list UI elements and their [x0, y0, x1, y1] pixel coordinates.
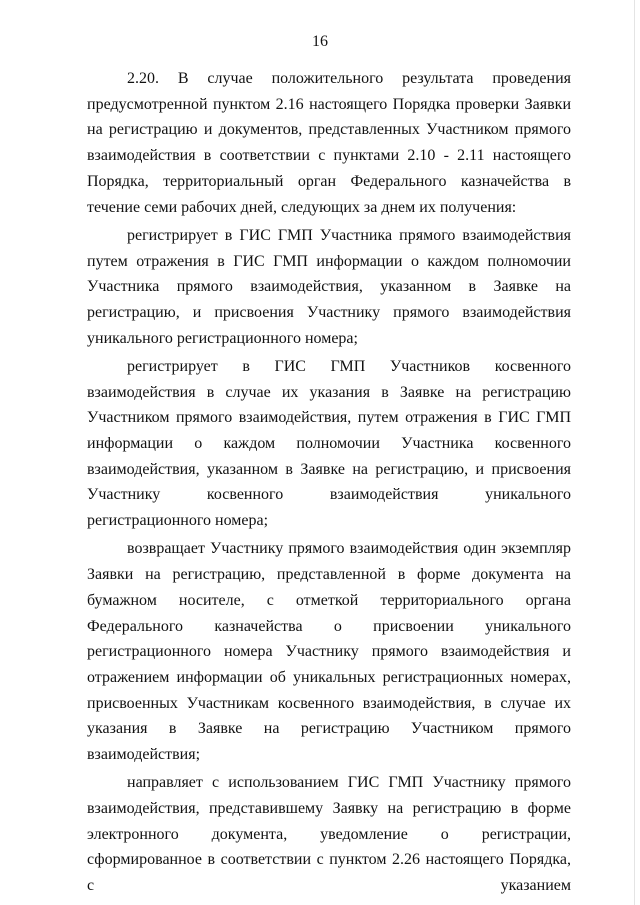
- page-number: 16: [312, 33, 328, 50]
- scan-edge-line: [634, 0, 635, 905]
- paragraph-send-notification: направляет с использованием ГИС ГМП Участнику прямого взаимодействия, представившему Заявку на регистрацию в форме электронного документа, уведомление о регистрации, сформированное в соответствии с пунктом 2.26 настоящего Порядка, с указанием: [87, 774, 571, 895]
- paragraph-return-application-copy: возвращает Участнику прямого взаимодействия один экземпляр Заявки на регистрацию, представленной в форме документа на бумажном носителе, с отметкой территориального органа Федерального казначейства о присвоении уникального регистрационного номера Участнику прямого взаимодействия и отражением информации об уникальных регистрационных номерах, присвоенных Участникам косвенного взаимодействия, в случае их указания в Заявке на регистрацию Участником прямого взаимодействия;: [87, 540, 571, 764]
- paragraph-2-20: 2.20. В случае положительного результата проведения предусмотренной пунктом 2.16 настоящего Порядка проверки Заявки на регистрацию и документов, представленных Участником прямого взаимодействия в соответствии с пунктами 2.10 - 2.11 настоящего Порядка, территориальный орган Федерального казначейства в течение семи рабочих дней, следующих за днем их получения:: [87, 70, 571, 216]
- paragraph-register-direct-participant: регистрирует в ГИС ГМП Участника прямого взаимодействия путем отражения в ГИС ГМП информации о каждом полномочии Участника прямого взаимодействия, указанном в Заявке на регистрацию, и присвоения Участнику прямого взаимодействия уникального регистрационного номера;: [87, 226, 571, 347]
- paragraph-register-indirect-participants: регистрирует в ГИС ГМП Участников косвенного взаимодействия в случае их указания в Заявке на регистрацию Участником прямого взаимодействия, путем отражения в ГИС ГМП информации о каждом полномочии Участника косвенного взаимодействия, указанном в Заявке на регистрацию, и присвоения Участнику косвенного взаимодействия уникального регистрационного номера;: [87, 357, 571, 530]
- document-body: [87, 66, 571, 899]
